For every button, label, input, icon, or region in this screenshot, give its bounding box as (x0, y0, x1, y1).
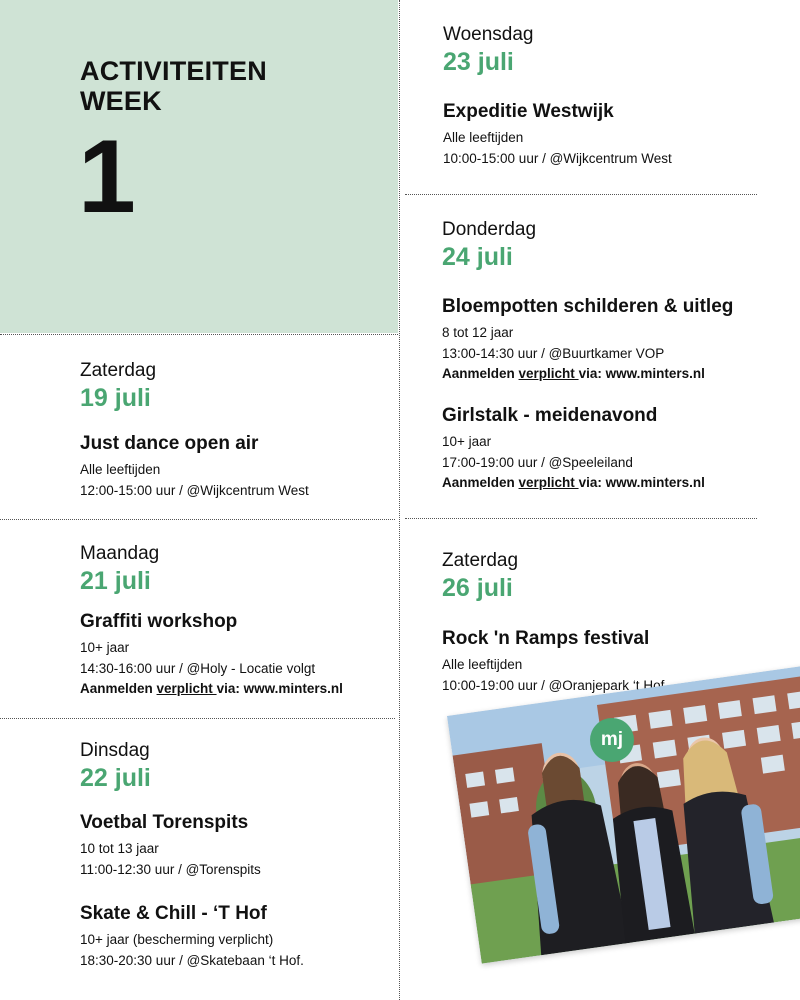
day-heading-mon21 (80, 543, 159, 595)
page-title (80, 56, 267, 116)
event-time-location: 17:00-19:00 uur / @Speeleiland (442, 454, 633, 470)
week-number: 1 (78, 119, 136, 235)
day-date: 23 juli (443, 48, 514, 76)
divider-sat19 (0, 334, 398, 335)
event-time-location: 10:00-19:00 uur / @Oranjepark ‘t Hof (442, 677, 665, 693)
day-heading-wed23 (443, 24, 534, 76)
signup-required: verplicht (518, 475, 579, 490)
group-photo (447, 663, 800, 963)
day-date: 26 juli (442, 574, 513, 602)
group-photo-illustration (447, 663, 800, 963)
event-skate-chill (80, 903, 304, 971)
day-heading-sat19 (80, 360, 156, 412)
event-title: Rock 'n Ramps festival (442, 628, 650, 649)
day-name: Zaterdag (442, 550, 519, 571)
event-time-location: 10:00-15:00 uur / @Wijkcentrum West (443, 150, 672, 166)
divider-thu24 (405, 194, 757, 195)
day-heading-tue22 (80, 740, 151, 792)
divider-sat26 (405, 518, 757, 519)
signup-link[interactable]: via: www.minters.nl (578, 366, 705, 381)
event-time-location: 18:30-20:30 uur / @Skatebaan ‘t Hof. (80, 952, 304, 968)
day-heading-sat26 (442, 550, 518, 602)
event-signup (80, 679, 343, 700)
event-just-dance (80, 433, 309, 501)
event-signup (442, 364, 733, 385)
event-age: Alle leeftijden (442, 657, 523, 672)
event-title: Skate & Chill - ‘T Hof (80, 903, 267, 924)
signup-link[interactable]: via: www.minters.nl (578, 475, 705, 490)
event-age: 10+ jaar (442, 434, 492, 449)
page-title-line2: WEEK (80, 86, 162, 116)
event-time-location: 14:30-16:00 uur / @Holy - Locatie volgt (80, 660, 316, 676)
column-divider (399, 0, 400, 1000)
event-title: Graffiti workshop (80, 611, 238, 632)
event-graffiti (80, 611, 343, 700)
signup-required: verplicht (518, 366, 579, 381)
event-signup (442, 473, 705, 494)
day-name: Donderdag (442, 219, 537, 240)
day-date: 24 juli (442, 243, 513, 271)
event-title: Bloempotten schilderen & uitleg (442, 296, 734, 317)
event-girlstalk (442, 405, 705, 494)
day-name: Maandag (80, 543, 160, 564)
event-age: 10+ jaar (80, 640, 130, 655)
event-time-location: 13:00-14:30 uur / @Buurtkamer VOP (442, 345, 665, 361)
signup-link[interactable]: via: www.minters.nl (216, 681, 343, 696)
event-age: Alle leeftijden (443, 130, 524, 145)
day-name: Woensdag (443, 24, 534, 45)
event-title: Voetbal Torenspits (80, 812, 249, 833)
signup-required: verplicht (156, 681, 217, 696)
event-age: 10 tot 13 jaar (80, 841, 159, 856)
day-heading-thu24 (442, 219, 536, 271)
minters-logo: mj (590, 718, 634, 762)
event-voetbal (80, 812, 261, 880)
event-time-location: 11:00-12:30 uur / @Torenspits (80, 861, 261, 877)
signup-prefix: Aanmelden (442, 475, 519, 490)
divider-tue22 (0, 718, 395, 719)
day-date: 19 juli (80, 384, 151, 412)
event-title: Just dance open air (80, 433, 259, 454)
divider-mon21 (0, 519, 395, 520)
header-panel (0, 0, 398, 333)
page-title-line1: ACTIVITEITEN (80, 56, 267, 86)
event-age: Alle leeftijden (80, 462, 161, 477)
event-rock-ramps (442, 628, 664, 696)
signup-prefix: Aanmelden (442, 366, 519, 381)
day-date: 22 juli (80, 764, 151, 792)
event-title: Expeditie Westwijk (443, 101, 614, 122)
day-date: 21 juli (80, 567, 151, 595)
event-bloempotten (442, 296, 733, 385)
day-name: Dinsdag (80, 740, 150, 761)
event-age: 10+ jaar (bescherming verplicht) (80, 932, 274, 947)
event-expeditie (443, 101, 672, 169)
event-time-location: 12:00-15:00 uur / @Wijkcentrum West (80, 482, 309, 498)
signup-prefix: Aanmelden (80, 681, 157, 696)
event-age: 8 tot 12 jaar (442, 325, 514, 340)
event-title: Girlstalk - meidenavond (442, 405, 658, 426)
day-name: Zaterdag (80, 360, 157, 381)
